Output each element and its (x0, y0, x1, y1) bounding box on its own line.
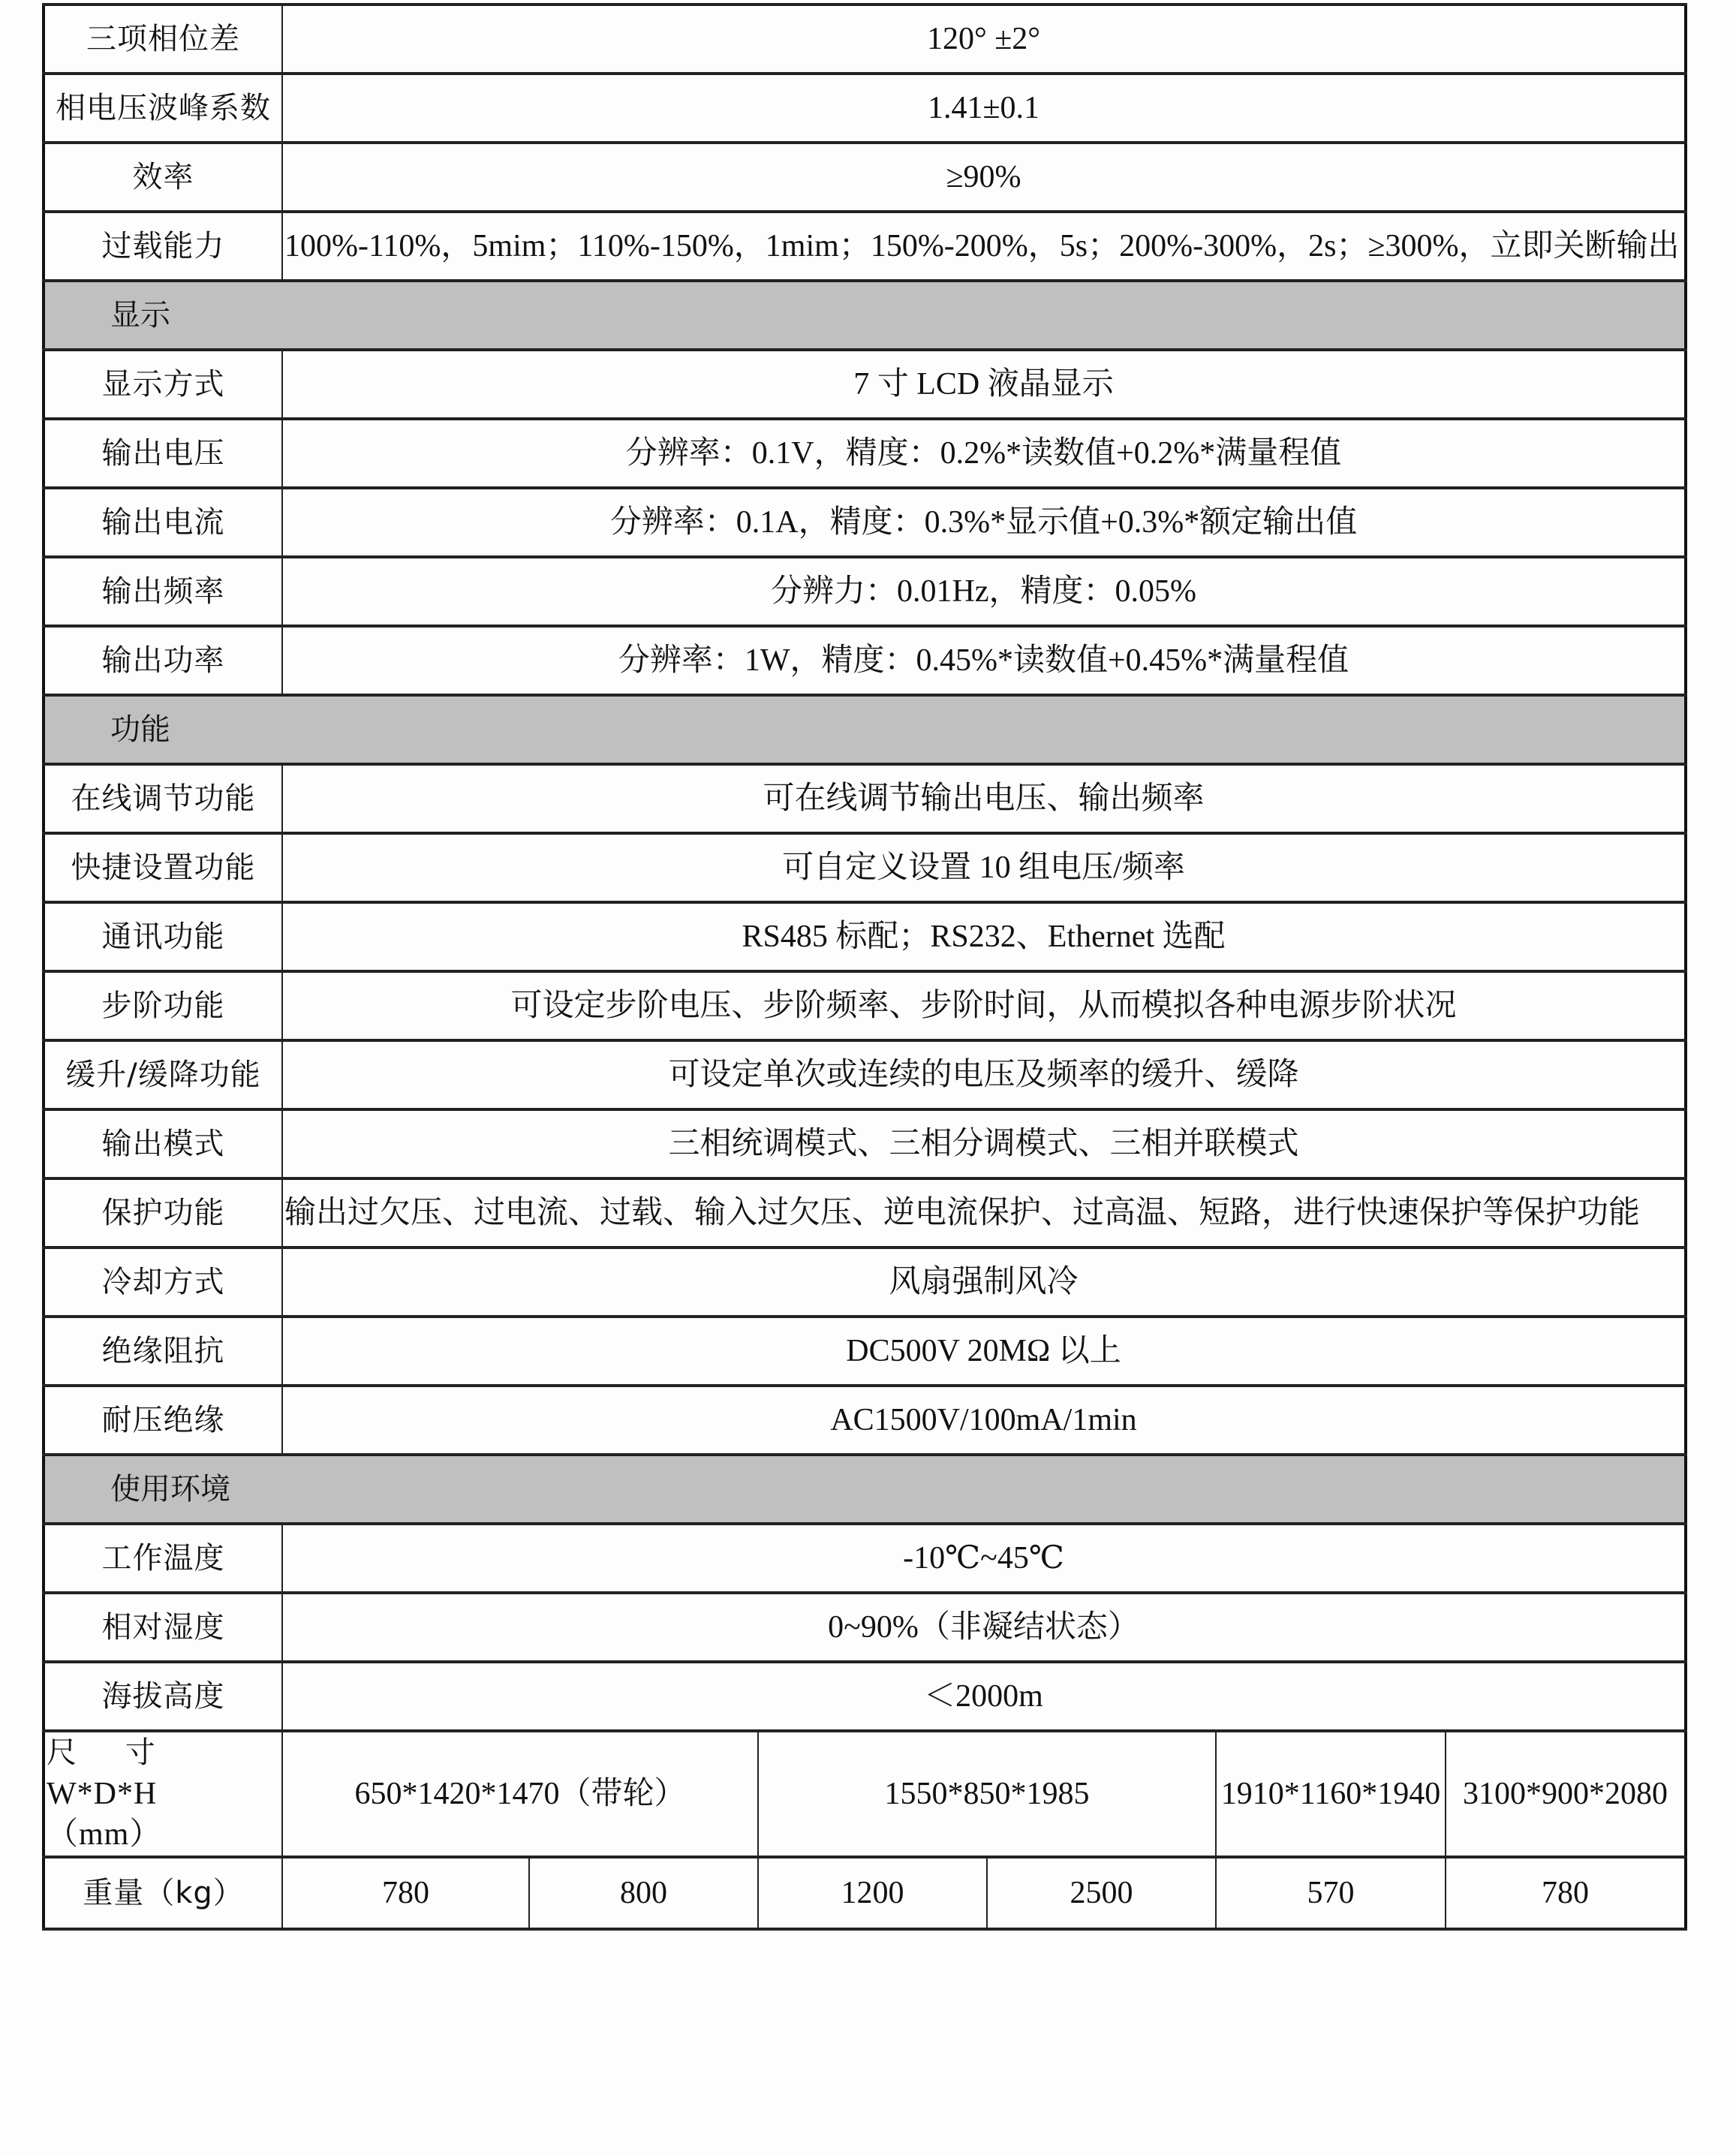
spec-label: 输出电流 (44, 488, 282, 557)
spec-row (44, 5, 1686, 74)
weight-value: 1200 (758, 1857, 987, 1929)
spec-label: 快捷设置功能 (44, 833, 282, 902)
dimensions-value: 1910*1160*1940 (1216, 1731, 1446, 1857)
spec-row (44, 74, 1686, 143)
spec-label: 工作温度 (44, 1524, 282, 1593)
spec-value: DC500V 20MΩ 以上 (282, 1317, 1686, 1386)
spec-label: 海拔高度 (44, 1662, 282, 1731)
spec-value: 分辨力：0.01Hz，精度：0.05% (282, 557, 1686, 626)
spec-row (44, 626, 1686, 695)
spec-value: 三相统调模式、三相分调模式、三相并联模式 (282, 1109, 1686, 1178)
spec-label: 三项相位差 (44, 5, 282, 74)
spec-value: 100%-110%，5mim；110%-150%，1mim；150%-200%，5s；200%-300%，2s；≥300%，立即关断输出 (282, 212, 1686, 281)
spec-row (44, 1040, 1686, 1109)
spec-value: 分辨率：0.1V，精度：0.2%*读数值+0.2%*满量程值 (282, 419, 1686, 488)
weight-value: 780 (282, 1857, 529, 1929)
weight-label: 重量（kg） (44, 1857, 282, 1929)
weight-row (44, 1857, 1686, 1929)
spec-label: 步阶功能 (44, 971, 282, 1040)
spec-label: 过载能力 (44, 212, 282, 281)
spec-row (44, 212, 1686, 281)
dimensions-value: 1550*850*1985 (758, 1731, 1216, 1857)
spec-label: 输出功率 (44, 626, 282, 695)
section-header-function (44, 695, 1686, 764)
spec-row (44, 1109, 1686, 1178)
spec-value: ＜2000m (282, 1662, 1686, 1731)
spec-label: 绝缘阻抗 (44, 1317, 282, 1386)
spec-row (44, 419, 1686, 488)
weight-value: 570 (1216, 1857, 1446, 1929)
spec-label: 通讯功能 (44, 902, 282, 971)
spec-value: RS485 标配；RS232、Ethernet 选配 (282, 902, 1686, 971)
spec-row (44, 833, 1686, 902)
spec-table (42, 3, 1687, 1931)
spec-row (44, 1524, 1686, 1593)
weight-value: 2500 (987, 1857, 1216, 1929)
spec-row (44, 1593, 1686, 1662)
section-title: 功能 (44, 695, 1686, 764)
section-title: 使用环境 (44, 1455, 1686, 1524)
spec-label: 冷却方式 (44, 1248, 282, 1317)
spec-label: 相对湿度 (44, 1593, 282, 1662)
dimensions-value: 3100*900*2080 (1446, 1731, 1686, 1857)
spec-value: 1.41±0.1 (282, 74, 1686, 143)
weight-value: 800 (529, 1857, 758, 1929)
dimensions-row (44, 1731, 1686, 1857)
spec-row (44, 488, 1686, 557)
spec-row (44, 1662, 1686, 1731)
dimensions-label-cn: 尺 寸 (47, 1735, 175, 1770)
spec-value: 7 寸 LCD 液晶显示 (282, 350, 1686, 419)
spec-label: 输出模式 (44, 1109, 282, 1178)
dimensions-label (44, 1731, 282, 1857)
spec-row (44, 971, 1686, 1040)
spec-value: AC1500V/100mA/1min (282, 1386, 1686, 1455)
spec-label: 相电压波峰系数 (44, 74, 282, 143)
spec-value: 120° ±2° (282, 5, 1686, 74)
spec-row (44, 557, 1686, 626)
spec-row (44, 902, 1686, 971)
spec-row (44, 1317, 1686, 1386)
weight-value: 780 (1446, 1857, 1686, 1929)
spec-value: 可设定步阶电压、步阶频率、步阶时间，从而模拟各种电源步阶状况 (282, 971, 1686, 1040)
spec-value: 可在线调节输出电压、输出频率 (282, 764, 1686, 833)
spec-value: 输出过欠压、过电流、过载、输入过欠压、逆电流保护、过高温、短路，进行快速保护等保护功能 (282, 1178, 1686, 1248)
spec-row (44, 1178, 1686, 1248)
spec-label: 输出电压 (44, 419, 282, 488)
spec-value: 可设定单次或连续的电压及频率的缓升、缓降 (282, 1040, 1686, 1109)
spec-value: 可自定义设置 10 组电压/频率 (282, 833, 1686, 902)
spec-label: 输出频率 (44, 557, 282, 626)
spec-value: 分辨率：1W，精度：0.45%*读数值+0.45%*满量程值 (282, 626, 1686, 695)
spec-label: 缓升/缓降功能 (44, 1040, 282, 1109)
spec-row (44, 764, 1686, 833)
dimensions-label-unit: （mm） (47, 1817, 162, 1853)
spec-value: -10℃~45℃ (282, 1524, 1686, 1593)
spec-row (44, 1386, 1686, 1455)
spec-row (44, 350, 1686, 419)
spec-value: 0~90%（非凝结状态） (282, 1593, 1686, 1662)
spec-value: 风扇强制风冷 (282, 1248, 1686, 1317)
spec-label: 保护功能 (44, 1178, 282, 1248)
spec-row (44, 143, 1686, 212)
section-title: 显示 (44, 281, 1686, 350)
spec-value: ≥90% (282, 143, 1686, 212)
spec-label: 在线调节功能 (44, 764, 282, 833)
dimensions-label-en: W*D*H (47, 1776, 158, 1811)
spec-label: 耐压绝缘 (44, 1386, 282, 1455)
section-header-display (44, 281, 1686, 350)
spec-row (44, 1248, 1686, 1317)
spec-value: 分辨率：0.1A，精度：0.3%*显示值+0.3%*额定输出值 (282, 488, 1686, 557)
spec-label: 显示方式 (44, 350, 282, 419)
spec-label: 效率 (44, 143, 282, 212)
dimensions-value: 650*1420*1470（带轮） (282, 1731, 758, 1857)
section-header-environment (44, 1455, 1686, 1524)
